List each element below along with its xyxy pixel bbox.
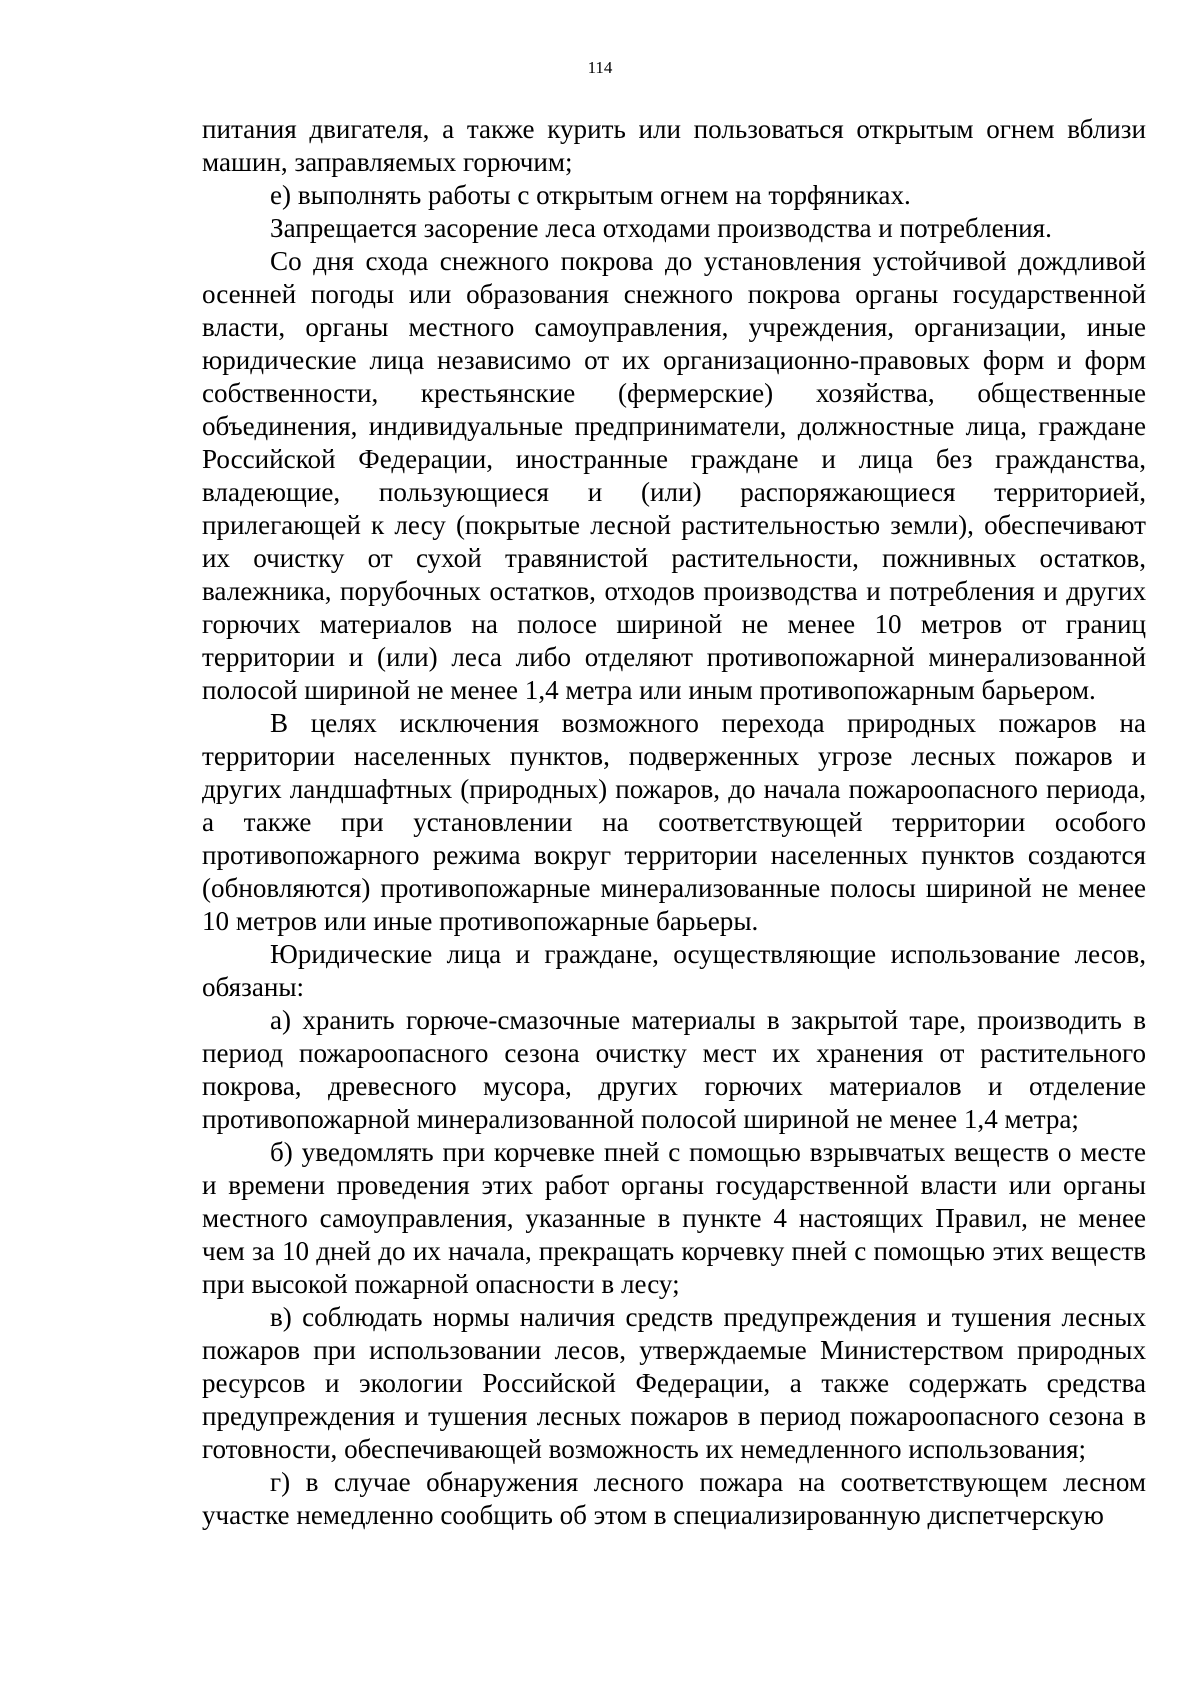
paragraph: питания двигателя, а также курить или пользоваться открытым огнем вблизи машин, заправляемых горючим; (202, 114, 1146, 177)
paragraph: е) выполнять работы с открытым огнем на торфяниках. (270, 180, 911, 210)
paragraph: Запрещается засорение леса отходами производства и потребления. (270, 213, 1052, 243)
document-body (202, 113, 1146, 1532)
paragraph: в) соблюдать нормы наличия средств предупреждения и тушения лесных пожаров при использовании лесов, утверждаемые Министерством природных ресурсов и экологии Российской Федерации, а также содержать средства предупреждения и тушения лесных пожаров в период пожароопасного сезона в готовности, обеспечивающей возможность их немедленного использования; (202, 1302, 1146, 1464)
paragraph: Юридические лица и граждане, осуществляющие использование лесов, обязаны: (202, 939, 1146, 1002)
paragraph: б) уведомлять при корчевке пней с помощью взрывчатых веществ о месте и времени проведения этих работ органы государственной власти или органы местного самоуправления, указанные в пункте 4 настоящих Правил, не менее чем за 10 дней до их начала, прекращать корчевку пней с помощью этих веществ при высокой пожарной опасности в лесу; (202, 1137, 1146, 1299)
paragraph: г) в случае обнаружения лесного пожара на соответствующем лесном участке немедленно сообщить об этом в специализированную диспетчерскую (202, 1467, 1146, 1530)
paragraph: В целях исключения возможного перехода природных пожаров на территории населенных пунктов, подверженных угрозе лесных пожаров и других ландшафтных (природных) пожаров, до начала пожароопасного периода, а также при установлении на соответствующей территории особого противопожарного режима вокруг территории населенных пунктов создаются (обновляются) противопожарные минерализованные полосы шириной не менее 10 метров или иные противопожарные барьеры. (202, 708, 1146, 936)
paragraph: Со дня схода снежного покрова до установления устойчивой дождливой осенней погоды или образования снежного покрова органы государственной власти, органы местного самоуправления, учреждения, организации, иные юридические лица независимо от их организационно-правовых форм и форм собственности, крестьянские (фермерские) хозяйства, общественные объединения, индивидуальные предприниматели, должностные лица, граждане Российской Федерации, иностранные граждане и лица без гражданства, владеющие, пользующиеся и (или) распоряжающиеся территорией, прилегающей к лесу (покрытые лесной растительностью земли), обеспечивают их очистку от сухой травянистой растительности, пожнивных остатков, валежника, порубочных остатков, отходов производства и потребления и других горючих материалов на полосе шириной не менее 10 метров от границ территории и (или) леса либо отделяют противопожарной минерализованной полосой шириной не менее 1,4 метра или иным противопожарным барьером. (202, 246, 1146, 705)
paragraph: а) хранить горюче-смазочные материалы в закрытой таре, производить в период пожароопасного сезона очистку мест их хранения от растительного покрова, древесного мусора, других горючих материалов и отделение противопожарной минерализованной полосой шириной не менее 1,4 метра; (202, 1005, 1146, 1134)
page-number: 114 (587, 58, 613, 77)
